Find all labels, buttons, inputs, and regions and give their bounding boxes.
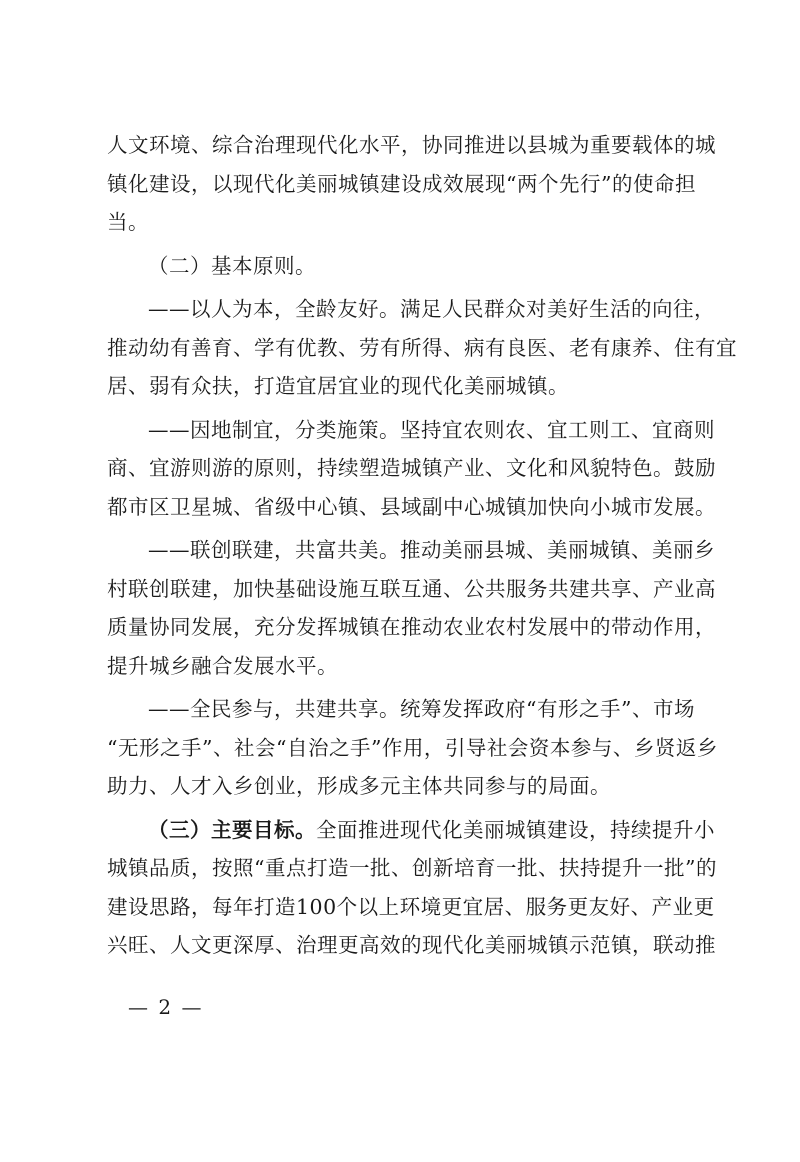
paragraph-line: ——以人为本，全龄友好。满足人民群众对美好生活的向往， — [148, 297, 715, 321]
paragraph-line: ——全民参与，共建共享。统筹发挥政府“有形之手”、市场 — [148, 697, 695, 721]
paragraph-line: 质量协同发展，充分发挥城镇在推动农业农村发展中的带动作用， — [107, 615, 716, 639]
paragraph-line: 当。 — [107, 210, 149, 234]
paragraph-line: 建设思路，每年打造100个以上环境更宜居、服务更友好、产业更 — [107, 894, 715, 919]
paragraph-line: ——因地制宜，分类施策。坚持宜农则农、宜工则工、宜商则 — [148, 417, 715, 442]
paragraph-line: 提升城乡融合发展水平。 — [107, 653, 338, 678]
paragraph-line: 商、宜游则游的原则，持续塑造城镇产业、文化和风貌特色。鼓励 — [107, 456, 716, 480]
paragraph-line: 人文环境、综合治理现代化水平，协同推进以县城为重要载体的城 — [107, 133, 716, 157]
paragraph-line: 助力、人才入乡创业，形成多元主体共同参与的局面。 — [107, 774, 611, 798]
paragraph-line: 都市区卫星城、省级中心镇、县域副中心城镇加快向小城市发展。 — [107, 494, 716, 519]
paragraph-line: 推动幼有善育、学有优教、劳有所得、病有良医、老有康养、住有宜 — [107, 335, 737, 360]
page-number: — 2 — — [128, 995, 204, 1019]
paragraph-line-main-goals — [107, 811, 715, 850]
paragraph-line: ——联创联建，共富共美。推动美丽县城、美丽城镇、美丽乡 — [148, 538, 715, 562]
paragraph-line: 居、弱有众扶，打造宜居宜业的现代化美丽城镇。 — [107, 374, 569, 398]
paragraph-line: 镇化建设，以现代化美丽城镇建设成效展现“两个先行”的使命担 — [107, 171, 696, 196]
paragraph-line: “无形之手”、社会“自治之手”作用，引导社会资本参与、乡贤返乡 — [107, 735, 718, 760]
section-heading-principles: （二）基本原则。 — [148, 253, 316, 278]
paragraph-line: 城镇品质，按照“重点打造一批、创新培育一批、扶持提升一批”的 — [107, 856, 717, 880]
paragraph-line: 兴旺、人文更深厚、治理更高效的现代化美丽城镇示范镇，联动推 — [107, 933, 716, 957]
section-heading-main-goals: （三）主要目标。 — [148, 817, 316, 842]
paragraph-text: 全面推进现代化美丽城镇建设，持续提升小 — [316, 817, 715, 842]
paragraph-line: 村联创联建，加快基础设施互联互通、公共服务共建共享、产业高 — [107, 576, 716, 601]
page-content — [107, 126, 737, 965]
